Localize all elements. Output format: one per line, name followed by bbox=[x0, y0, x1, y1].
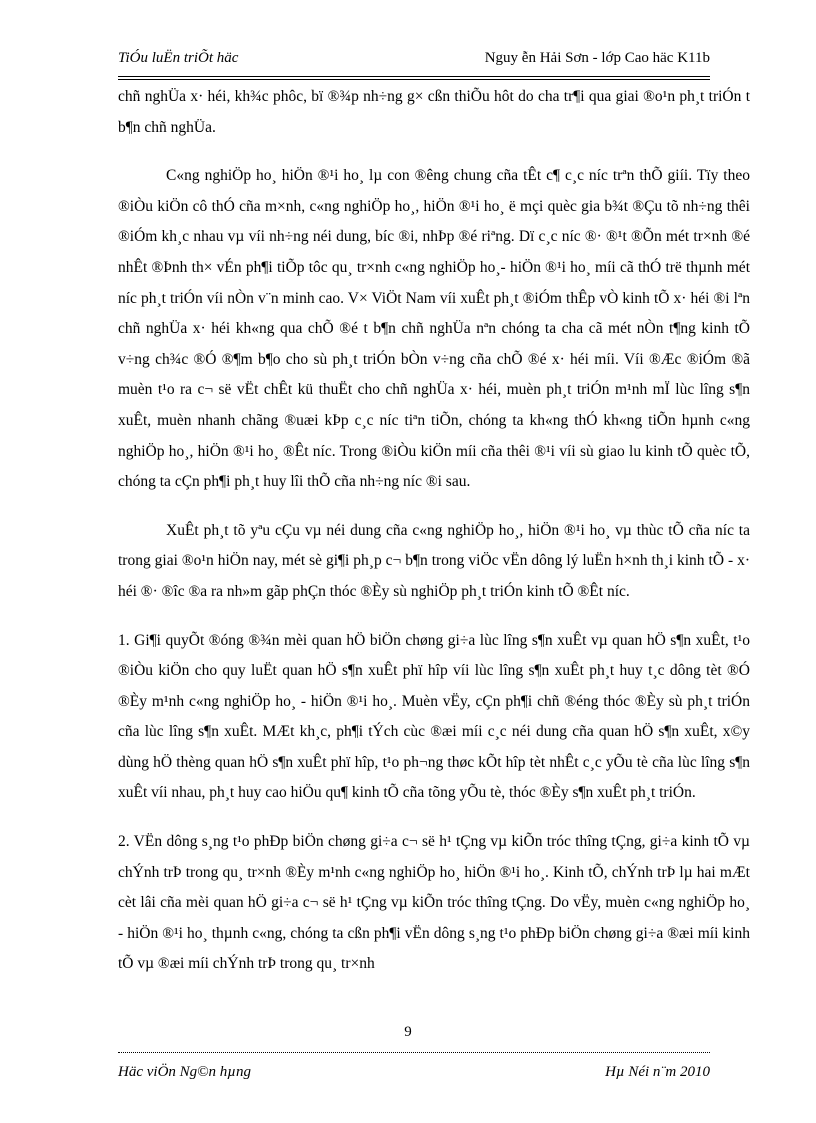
document-body bbox=[118, 82, 750, 980]
numbered-paragraph: 1. Gi¶i quyÕt ®óng ®¾n mèi quan hÖ biÖn chøng gi÷a lùc lîng s¶n xuÊt vµ quan hÖ s¶n xuÊt, t¹o ®iÒu kiÖn cho quy luËt quan hÖ s¶n xuÊt phï hîp víi lùc lîng s¶n xuÊt ph¸t huy t¸c dông tèt ®Ó ®Èy m¹nh c«ng nghiÖp ho¸ - hiÖn ®¹i ho¸. Muèn vËy, cÇn ph¶i chñ ®éng thóc ®Èy sù ph¸t triÓn cña lùc lîng s¶n xuÊt. MÆt kh¸c, ph¶i tÝch cùc ®æi míi c¸c néi dung cña quan hÖ s¶n xuÊt, x©y dùng hÖ thèng quan hÖ s¶n xuÊt phï hîp, t¹o ph¬ng thøc kÕt hîp tèt nhÊt c¸c yÕu tè cña lùc lîng s¶n xuÊt víi nhau, ph¸t huy cao hiÖu qu¶ kinh tÕ cña tõng yÕu tè, thóc ®Èy s¶n xuÊt ph¸t triÓn. bbox=[118, 631, 750, 802]
page-header bbox=[118, 46, 710, 72]
paragraph: XuÊt ph¸t tõ yªu cÇu vµ néi dung cña c«ng nghiÖp ho¸, hiÖn ®¹i ho¸ vµ thùc tÕ cña níc ta trong giai ®o¹n hiÖn nay, mét sè gi¶i ph¸p c¬ b¶n trong viÖc vËn dông lý luËn h×nh th¸i kinh tÕ - x· héi ®· ®îc ®a ra nh»m gãp phÇn thóc ®Èy sù nghiÖp ph¸t triÓn kinh tÕ ®Êt níc. bbox=[118, 521, 750, 600]
footer-location-year: Hµ Néi n¨m 2010 bbox=[605, 1064, 710, 1080]
page-number: 9 bbox=[404, 1024, 412, 1040]
header-author: Nguy ễn Hải Sơn - lớp Cao häc K11b bbox=[484, 50, 710, 66]
paragraph-continued: chñ nghÜa x· héi, kh¾c phôc, bï ®¾p nh÷ng g× cßn thiÕu hôt do cha tr¶i qua giai ®o¹n ph¸t triÓn t b¶n chñ nghÜa. bbox=[118, 88, 750, 136]
footer-institution: Häc viÖn Ng©n hµng bbox=[118, 1064, 251, 1080]
paragraph: C«ng nghiÖp ho¸ hiÖn ®¹i ho¸ lµ con ®êng chung cña tÊt c¶ c¸c níc trªn thÕ giíi. Tïy theo ®iÒu kiÖn cô thÓ cña m×nh, c«ng nghiÖp ho¸, hiÖn ®¹i ho¸ ë mçi quèc gia b¾t ®Çu tõ nh÷ng thêi ®iÓm kh¸c nhau vµ víi nh÷ng néi dung, bíc ®i, nhÞp ®é riªng. Dï c¸c níc ®· ®¹t ®Õn mét tr×nh ®é nhÊt ®Þnh th× vÉn ph¶i tiÕp tôc qu¸ tr×nh c«ng nghiÖp ho¸- hiÖn ®¹i ho¸ míi cã thÓ trë thµnh mét níc ph¸t triÓn víi nÒn v¨n minh cao. V× ViÖt Nam víi xuÊt ph¸t ®iÓm thÊp vÒ kinh tÕ x· héi ®i lªn chñ nghÜa x· héi kh«ng qua chÕ ®é t b¶n chñ nghÜa nªn chóng ta cha cã mét nÒn t¶ng kinh tÕ v÷ng ch¾c ®Ó ®¶m b¶o cho sù ph¸t triÓn bÒn v÷ng cña chÕ ®é x· héi míi. Víi ®Æc ®iÓm ®ã muèn t¹o ra c¬ së vËt chÊt kü thuËt cho chñ nghÜa x· héi, muèn ph¸t triÓn m¹nh mÏ lùc lîng s¶n xuÊt, muèn nhanh chãng ®uæi kÞp c¸c níc tiªn tiÕn, chóng ta kh«ng thÓ kh«ng tiÕn hµnh c«ng nghiÖp ho¸, hiÖn ®¹i ho¸ ®Êt níc. Trong ®iÒu kiÖn míi cña thêi ®¹i víi sù giao lu kinh tÕ quèc tÕ, chóng ta cÇn ph¶i ph¸t huy lîi thÕ cña nh÷ng níc ®i sau. bbox=[118, 167, 750, 491]
header-divider bbox=[118, 76, 710, 80]
numbered-paragraph: 2. VËn dông s¸ng t¹o phÐp biÖn chøng gi÷a c¬ së h¹ tÇng vµ kiÕn tróc thîng tÇng, gi÷a kinh tÕ vµ chÝnh trÞ trong qu¸ tr×nh ®Èy m¹nh c«ng nghiÖp ho¸ hiÖn ®¹i ho¸. Kinh tÕ, chÝnh trÞ lµ hai mÆt cèt lâi cña mèi quan hÖ gi÷a c¬ së h¹ tÇng vµ kiÕn tróc thîng tÇng. Do vËy, muèn c«ng nghiÖp ho¸ - hiÖn ®¹i ho¸ thµnh c«ng, chóng ta cßn ph¶i vËn dông s¸ng t¹o phÐp biÖn chøng gi÷a ®æi míi kinh tÕ vµ ®æi míi chÝnh trÞ trong qu¸ tr×nh bbox=[118, 833, 750, 973]
header-left-title: TiÓu luËn triÕt häc bbox=[118, 50, 239, 66]
footer-divider bbox=[118, 1052, 710, 1053]
